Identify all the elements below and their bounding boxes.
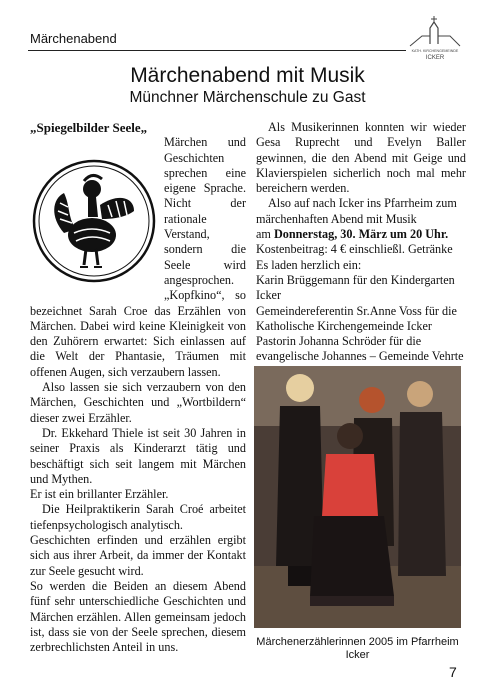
left-paragraph-7: So werden die Beiden an diesem Abend fünf sehr unterschiedliche Geschichten und Märchen erzählen. Allen gemeinsam jedoch ist, dass sie von der Seele sprechen, diesem zerbrechlichsten Anteil in uns. <box>30 578 246 655</box>
page-number: 7 <box>449 664 457 680</box>
invite-line: Es laden herzlich ein: <box>256 257 362 272</box>
left-paragraph-3: Dr. Ekkehard Thiele ist seit 30 Jahren in seiner Praxis als Kinderarzt tätig und beschäftigt sich seit langem mit Märchen und Mythen. <box>30 425 246 486</box>
svg-text:KATH. KIRCHENGEMEINDE: KATH. KIRCHENGEMEINDE <box>411 49 459 53</box>
siren-illustration-icon <box>30 145 158 295</box>
photo-caption: Märchenerzählerinnen 2005 im Pfarrheim Icker <box>256 636 459 661</box>
article-title: Märchenabend mit Musik <box>130 64 365 87</box>
cost-line: Kostenbeitrag: 4 € einschließl. Getränke <box>256 242 453 257</box>
right-column <box>256 120 466 365</box>
storytellers-photo <box>254 366 461 628</box>
header-divider <box>28 50 406 51</box>
event-date-prefix: am <box>256 227 271 242</box>
event-date-line <box>256 227 466 242</box>
left-paragraph-5: Die Heilpraktikerin Sarah Croé arbeitet tiefenpsychologisch analytisch. <box>30 502 246 532</box>
svg-text:ICKER: ICKER <box>425 55 445 61</box>
left-paragraph-6: Geschichten erfinden und erzählen ergibt sich aus ihrer Arbeit, da immer der Kontakt zur Seele gesucht wird. <box>30 533 246 578</box>
left-paragraph-2: Also lassen sie sich verzaubern von den Märchen, Geschichten und „Wortbildern“ dieser zwei Erzähler. <box>30 380 246 425</box>
event-date: Donnerstag, 30. März um 20 Uhr. <box>273 227 449 242</box>
left-heading: „Spiegelbilder Seele„ <box>30 120 148 135</box>
right-paragraph-1: Als Musikerinnen konnten wir wieder Gesa Ruprecht und Evelyn Baller gewinnen, die den Abend mit Geige und Klavierspielen sicherlich noch mal mehr bereichern werden. <box>256 120 466 196</box>
right-paragraph-2: Also auf nach Icker ins Pfarrheim zum märchenhaften Abend mit Musik <box>256 196 457 226</box>
article-subtitle: Münchner Märchenschule zu Gast <box>129 89 366 106</box>
left-paragraph-4: Er ist ein brillanter Erzähler. <box>30 487 169 502</box>
left-intro-paragraph: Märchen und Geschichten sprechen eine eigene Sprache. Nicht der rationale Verstand, sondern die Seele wird angesprochen. „Kopfkino“, so bezeichnet Sarah Croe das Erzählen von Märchen. Dabei wird keine Kleinigkeit von den Zuhörern erwartet: Sich einlassen auf die Welt der Phantasie, Träumen mit offenen Augen, sich verzaubern lassen. <box>30 135 246 379</box>
section-header: Märchenabend <box>30 31 117 46</box>
organizer-protestant-parish: Pastorin Johanna Schröder für die evangelische Johannes – Gemeinde Vehrte <box>256 334 464 364</box>
church-logo <box>404 14 466 62</box>
organizer-kindergarten: Karin Brüggemann für den Kindergarten Icker <box>256 272 455 303</box>
organizer-catholic-parish: Gemeindereferentin Sr.Anne Voss für die Katholische Kirchengemeinde Icker <box>256 303 457 333</box>
left-column <box>30 120 246 655</box>
